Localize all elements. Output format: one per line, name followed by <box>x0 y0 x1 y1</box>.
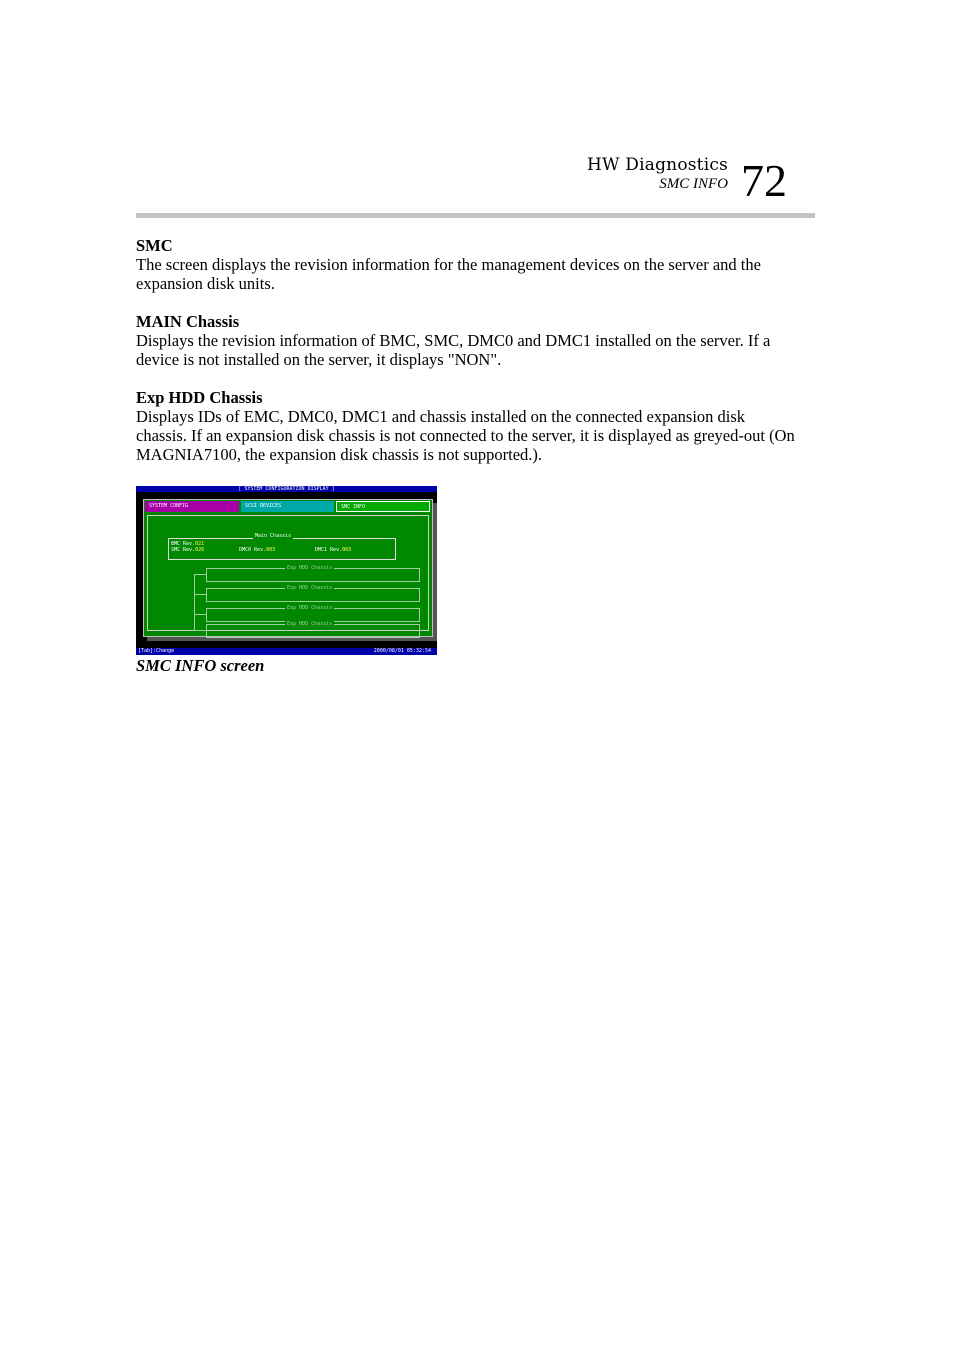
chassis-tree-branch <box>194 594 206 595</box>
tab-scsi-devices[interactable]: SCSI DEVICES <box>241 501 334 512</box>
exp-hdd-chassis-label: Exp HDD Chassis <box>287 585 333 591</box>
screen-title-bar: [ SYSTEM CONFIGURATION DISPLAY ] <box>136 486 437 492</box>
page-number: 72 <box>741 155 787 206</box>
exp-hdd-chassis-label: Exp HDD Chassis <box>287 621 333 627</box>
chassis-tree-branch <box>194 630 206 631</box>
smc-info-screenshot <box>136 486 437 655</box>
bmc-label: BMC Rev. <box>171 541 196 547</box>
status-datetime: 2000/08/01 05:32:54 <box>373 648 431 654</box>
smc-info-panel <box>147 515 429 631</box>
figure-caption: SMC INFO screen <box>136 656 265 675</box>
heading-exp-hdd-chassis: Exp HDD Chassis <box>136 388 263 407</box>
status-key-hint: [Tab]:Change <box>138 648 175 654</box>
paragraph-main-chassis: Displays the revision information of BMC, SMC, DMC0 and DMC1 installed on the server. If a device is not installed on the server, it displays "NON". <box>136 331 771 369</box>
chassis-tree-branch <box>194 574 206 575</box>
dmc1-rev: 003 <box>342 547 352 553</box>
paragraph-exp-hdd-chassis: Displays IDs of EMC, DMC0, DMC1 and chassis installed on the connected expansion disk chassis. If an expansion disk chassis is not connected to the server, it is displayed as greyed-out (On MAGNIA7100, the expansion disk chassis is not supported.). <box>136 407 795 464</box>
config-window <box>143 499 433 637</box>
body-content <box>136 236 796 483</box>
dmc1-label: DMC1 Rev. <box>315 547 343 553</box>
dmc0-row <box>239 547 275 553</box>
exp-hdd-chassis-label: Exp HDD Chassis <box>287 565 333 571</box>
header-rule <box>136 213 815 218</box>
dmc1-row <box>315 547 351 553</box>
exp-hdd-chassis-label: Exp HDD Chassis <box>287 605 333 611</box>
paragraph-smc: The screen displays the revision information for the management devices on the server and the expansion disk units. <box>136 255 761 293</box>
dmc0-rev: 003 <box>266 547 276 553</box>
screen-status-bar <box>136 648 437 655</box>
heading-smc: SMC <box>136 236 173 255</box>
bmc-rev: 021 <box>195 541 205 547</box>
smc-label: SMC Rev. <box>171 547 196 553</box>
section-title: SMC INFO <box>659 176 728 192</box>
chassis-tree-line <box>194 574 195 630</box>
tab-smc-info[interactable]: SMC INFO <box>336 501 430 512</box>
smc-rev: 026 <box>195 547 205 553</box>
main-chassis-label: Main Chassis <box>255 533 292 539</box>
heading-main-chassis: MAIN Chassis <box>136 312 240 331</box>
chapter-title: HW Diagnostics <box>586 155 728 175</box>
smc-row <box>171 547 204 553</box>
chassis-tree-branch <box>194 614 206 615</box>
tab-system-config[interactable]: SYSTEM CONFIG <box>145 501 239 512</box>
dmc0-label: DMC0 Rev. <box>239 547 267 553</box>
